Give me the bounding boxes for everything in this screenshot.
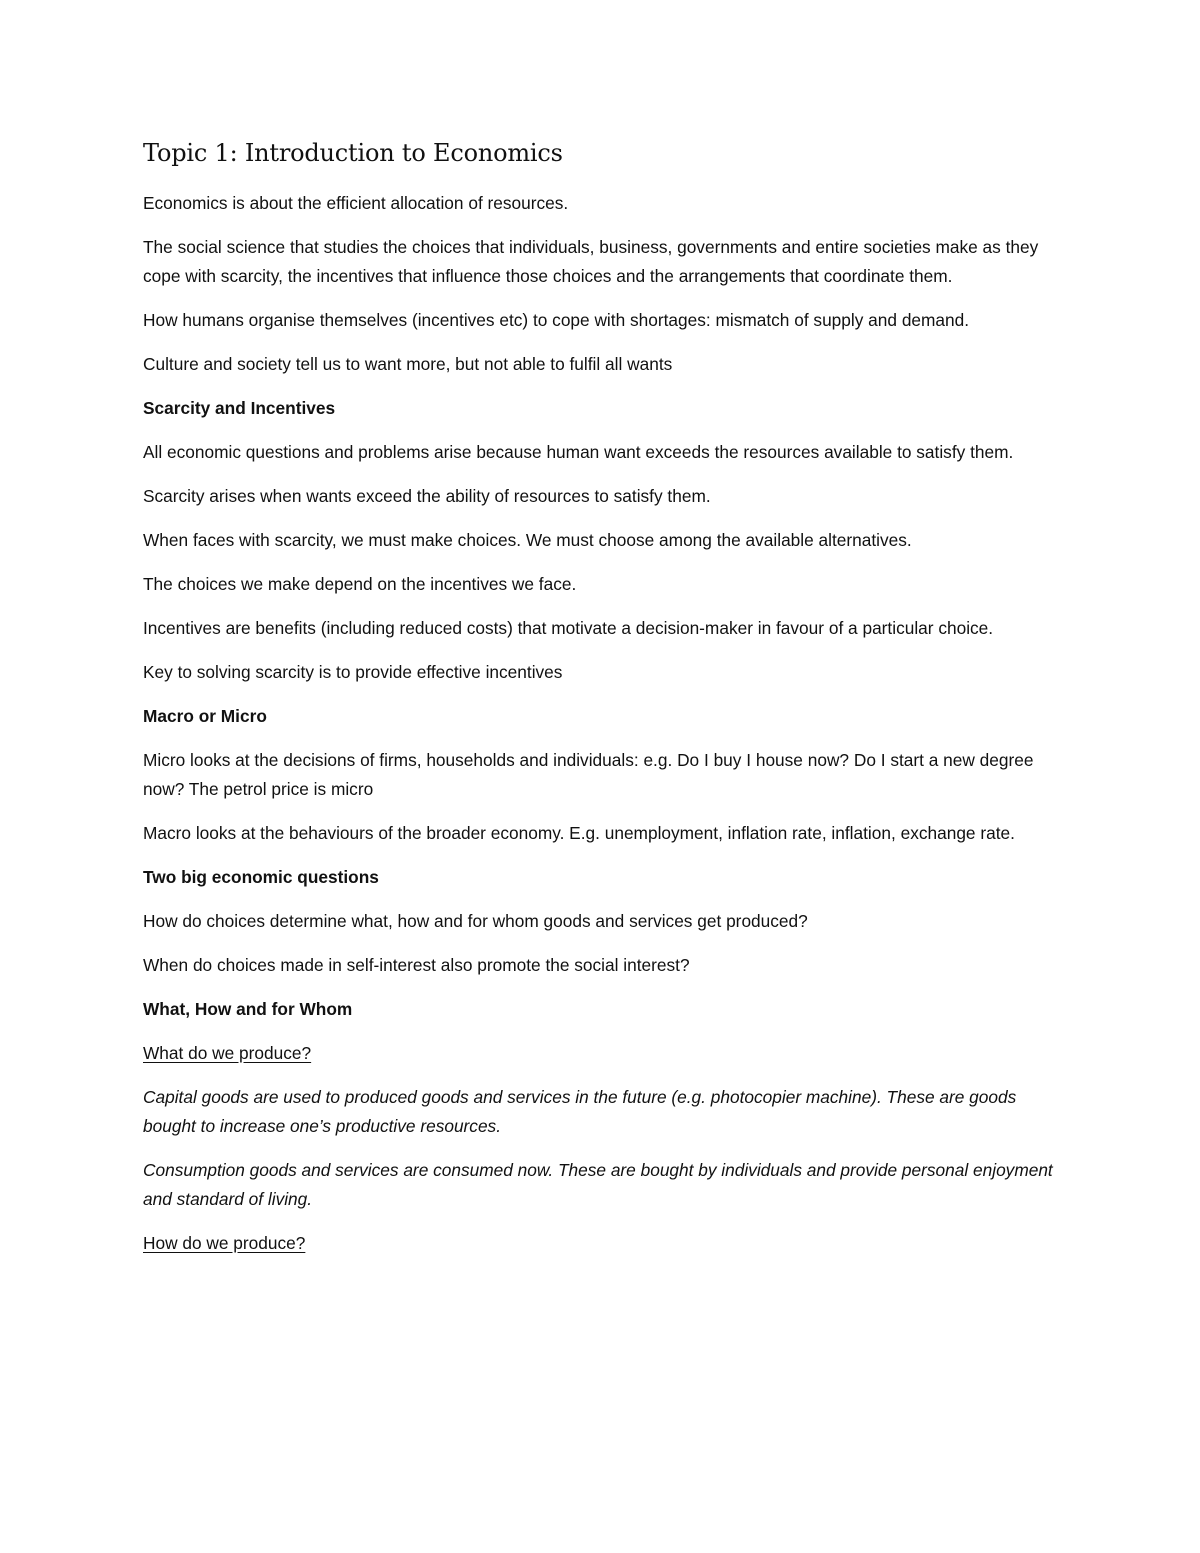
paragraph: Micro looks at the decisions of firms, households and individuals: e.g. Do I buy I house now? Do I start a new degree now? The petrol price is micro [143, 750, 1034, 799]
section-heading: Macro or Micro [143, 706, 267, 726]
paragraph: Incentives are benefits (including reduced costs) that motivate a decision-maker in favour of a particular choice. [143, 618, 994, 638]
paragraph: When faces with scarcity, we must make choices. We must choose among the available alternatives. [143, 530, 912, 550]
subsection-heading: What do we produce? [143, 1043, 312, 1063]
italic-paragraph: Capital goods are used to produced goods and services in the future (e.g. photocopier machine). These are goods bought to increase one’s productive resources. [143, 1087, 1017, 1136]
paragraph: How humans organise themselves (incentives etc) to cope with shortages: mismatch of supply and demand. [143, 310, 970, 330]
paragraph: How do choices determine what, how and for whom goods and services get produced? [143, 911, 808, 931]
paragraph: Economics is about the efficient allocation of resources. [143, 193, 569, 213]
paragraph: When do choices made in self-interest also promote the social interest? [143, 955, 690, 975]
paragraph: All economic questions and problems arise because human want exceeds the resources available to satisfy them. [143, 442, 1014, 462]
italic-paragraph: Consumption goods and services are consumed now. These are bought by individuals and provide personal enjoyment and standard of living. [143, 1160, 1053, 1209]
paragraph: The social science that studies the choices that individuals, business, governments and entire societies make as they cope with scarcity, the incentives that influence those choices and the arrangements that coordinate them. [143, 237, 1039, 286]
section-heading: What, How and for Whom [143, 999, 353, 1019]
section-heading: Scarcity and Incentives [143, 398, 336, 418]
paragraph: Culture and society tell us to want more, but not able to fulfil all wants [143, 354, 673, 374]
section-heading: Two big economic questions [143, 867, 379, 887]
paragraph: Key to solving scarcity is to provide effective incentives [143, 662, 563, 682]
paragraph: Macro looks at the behaviours of the broader economy. E.g. unemployment, inflation rate, inflation, exchange rate. [143, 823, 1015, 843]
paragraph: Scarcity arises when wants exceed the ability of resources to satisfy them. [143, 486, 711, 506]
subsection-heading: How do we produce? [143, 1233, 306, 1253]
document-title: Topic 1: Introduction to Economics [143, 139, 563, 167]
document-blocks [143, 189, 1068, 1258]
document-body [143, 136, 1068, 1273]
paragraph: The choices we make depend on the incentives we face. [143, 574, 577, 594]
